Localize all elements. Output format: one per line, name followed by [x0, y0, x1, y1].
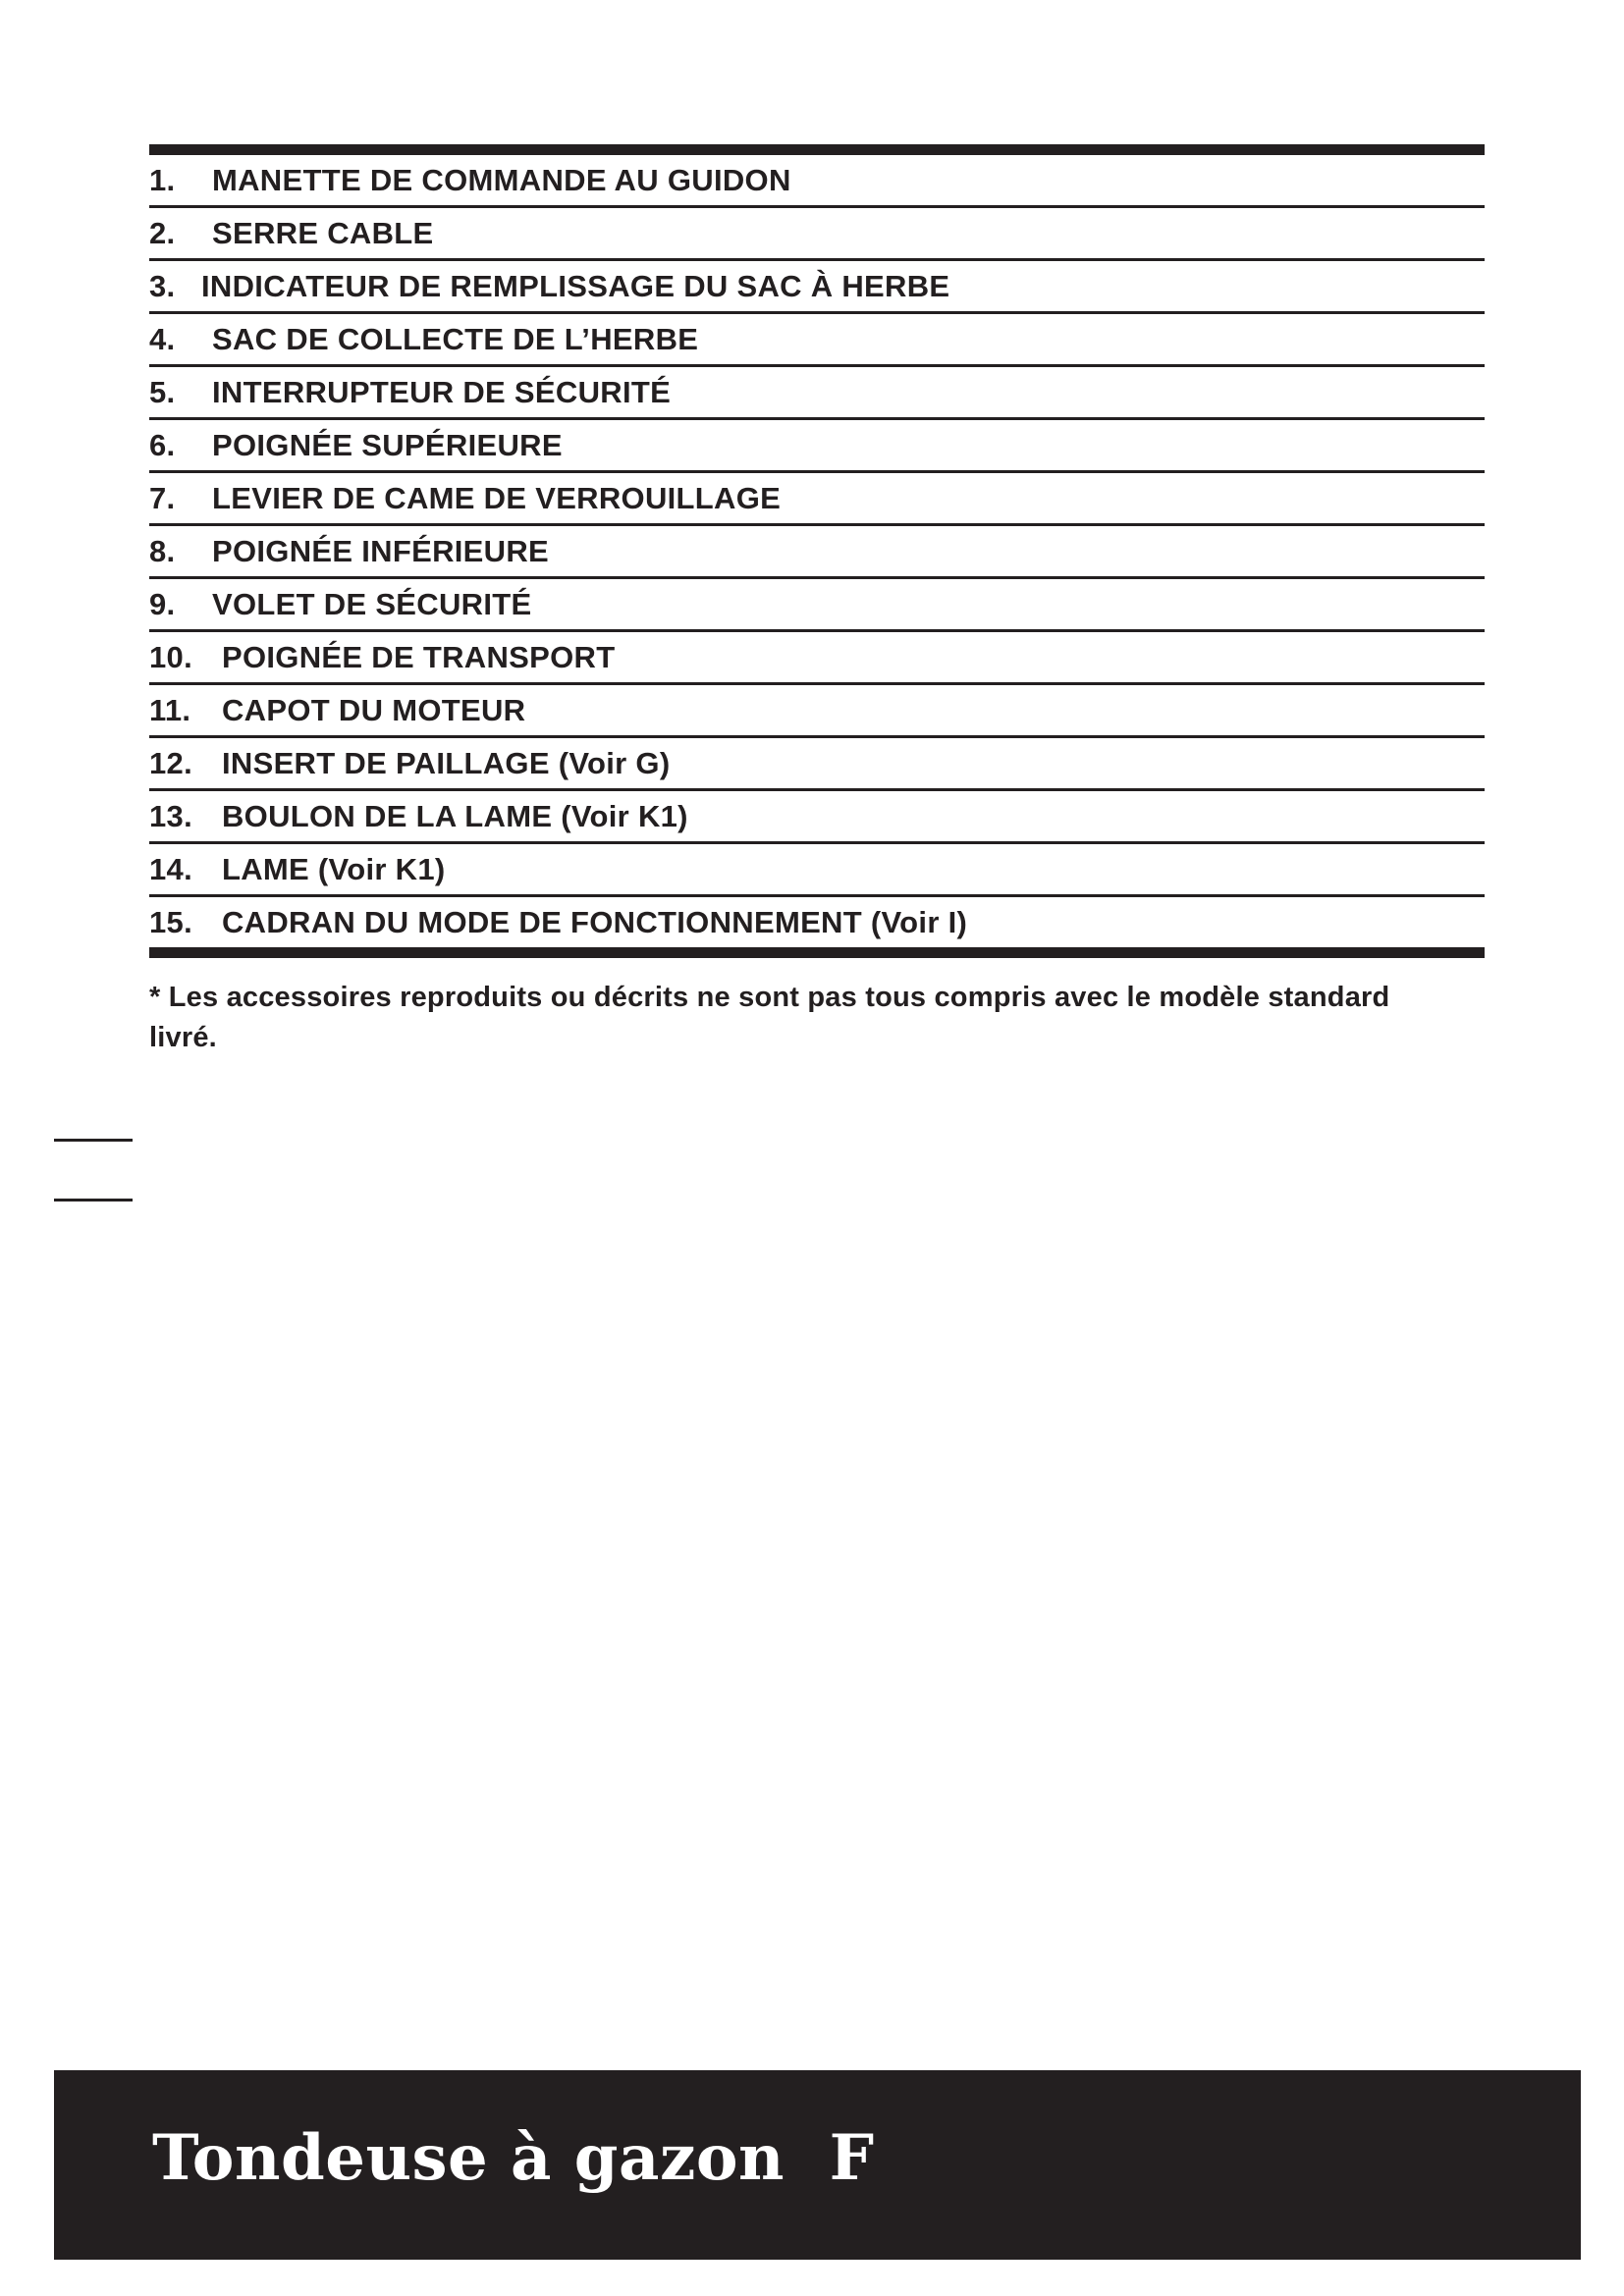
- part-row-11: [149, 685, 1485, 738]
- part-row-8: [149, 526, 1485, 579]
- part-label: SAC DE COLLECTE DE L’HERBE: [212, 321, 699, 356]
- part-row-13: [149, 791, 1485, 844]
- footer-title: Tondeuse à gazon F: [152, 2121, 875, 2195]
- part-label: VOLET DE SÉCURITÉ: [212, 586, 532, 621]
- part-row-15: [149, 897, 1485, 947]
- part-number: 8.: [149, 533, 176, 568]
- part-row-7: [149, 473, 1485, 526]
- part-label: POIGNÉE INFÉRIEURE: [212, 533, 550, 568]
- part-row-5: [149, 367, 1485, 420]
- part-number: 7.: [149, 480, 176, 515]
- part-row-3: [149, 261, 1485, 314]
- part-label: SERRE CABLE: [212, 215, 434, 250]
- part-label: POIGNÉE DE TRANSPORT: [222, 639, 616, 674]
- margin-rule-bottom: [54, 1199, 133, 1201]
- part-row-9: [149, 579, 1485, 632]
- part-number: 10.: [149, 639, 192, 674]
- part-row-1: [149, 155, 1485, 208]
- part-row-6: [149, 420, 1485, 473]
- part-label: LEVIER DE CAME DE VERROUILLAGE: [212, 480, 782, 515]
- part-row-10: [149, 632, 1485, 685]
- footer-band: [54, 2070, 1581, 2260]
- part-number: 15.: [149, 904, 192, 939]
- part-number: 11.: [149, 692, 191, 727]
- part-number: 9.: [149, 586, 176, 621]
- part-row-12: [149, 738, 1485, 791]
- part-label: POIGNÉE SUPÉRIEURE: [212, 427, 563, 462]
- parts-list: [149, 144, 1485, 958]
- part-number: 12.: [149, 745, 192, 780]
- part-number: 14.: [149, 851, 192, 886]
- margin-rule-top: [54, 1139, 133, 1142]
- part-label: INSERT DE PAILLAGE (Voir G): [222, 745, 671, 780]
- accessories-note: * Les accessoires reproduits ou décrits ne sont pas tous compris avec le modèle standard livré.: [149, 982, 1390, 1053]
- part-label: LAME (Voir K1): [222, 851, 446, 886]
- part-label: MANETTE DE COMMANDE AU GUIDON: [212, 162, 791, 197]
- part-label: INTERRUPTEUR DE SÉCURITÉ: [212, 374, 672, 409]
- part-label: BOULON DE LA LAME (Voir K1): [222, 798, 688, 833]
- part-number: 13.: [149, 798, 192, 833]
- part-label: CADRAN DU MODE DE FONCTIONNEMENT (Voir I): [222, 904, 968, 939]
- part-number: 5.: [149, 374, 176, 409]
- part-row-2: [149, 208, 1485, 261]
- part-number: 3.: [149, 268, 176, 303]
- part-row-4: [149, 314, 1485, 367]
- part-number: 4.: [149, 321, 176, 356]
- part-label: CAPOT DU MOTEUR: [222, 692, 526, 727]
- part-number: 2.: [149, 215, 176, 250]
- part-row-14: [149, 844, 1485, 897]
- part-number: 1.: [149, 162, 176, 197]
- part-label: INDICATEUR DE REMPLISSAGE DU SAC À HERBE: [201, 268, 950, 303]
- part-number: 6.: [149, 427, 176, 462]
